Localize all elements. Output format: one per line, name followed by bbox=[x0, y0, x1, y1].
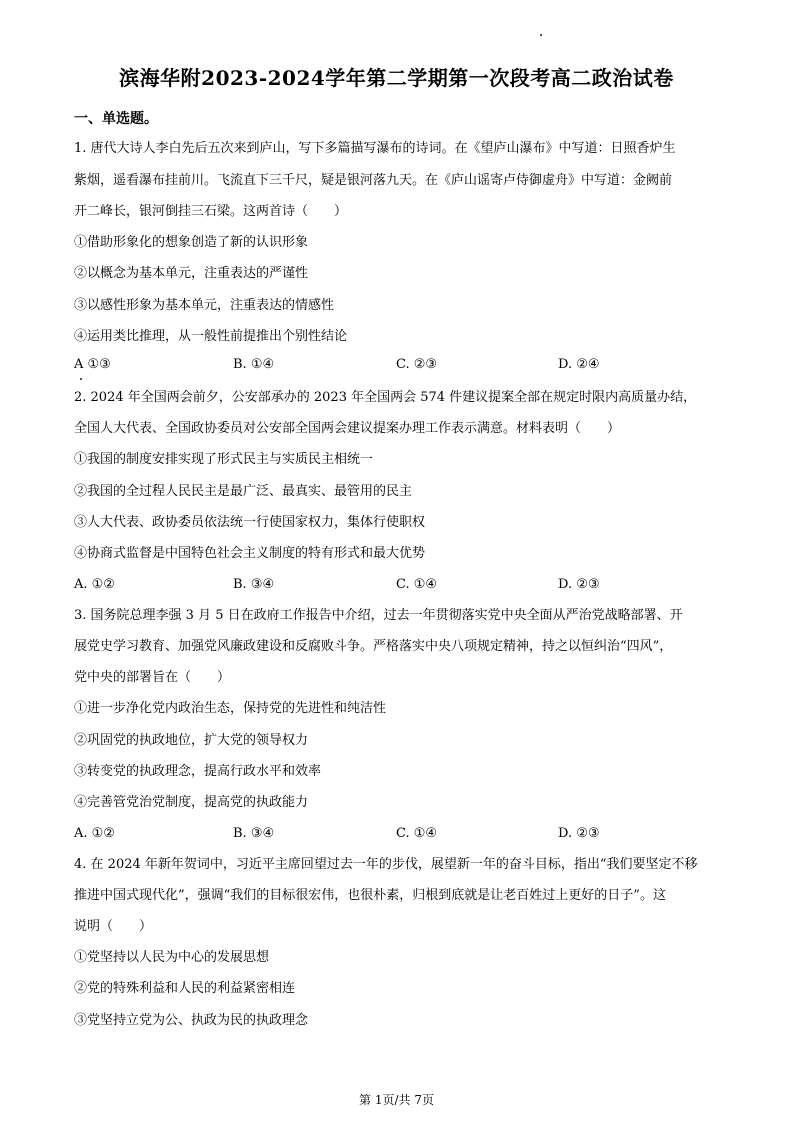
q2-item-1: ①我国的制度安排实现了形式民主与实质民主相统一 bbox=[74, 452, 374, 467]
q4-stem-line-1: 4. 在 2024 年新年贺词中，习近平主席回望过去一年的步伐，展望新一年的奋斗目标，指出“我们要坚定不移 bbox=[74, 857, 698, 872]
q1-stem-line-1: 1. 唐代大诗人李白先后五次来到庐山，写下多篇描写瀑布的诗词。在《望庐山瀑布》中写道：日照香炉生 bbox=[74, 141, 676, 156]
page-footer: 第 1页/共 7页 bbox=[359, 1093, 434, 1107]
q2-stem-line-2: 全国人大代表、全国政协委员对公安部全国两会建议提案办理工作表示满意。材料表明（ ） bbox=[74, 421, 621, 436]
q1-option-d: D. ②④ bbox=[558, 357, 600, 372]
q2-option-c: C. ①④ bbox=[396, 577, 438, 592]
q4-stem-line-2: 推进中国式现代化”，强调“我们的目标很宏伟，也很朴素，归根到底就是让老百姓过上更好的日子”。这 bbox=[74, 888, 666, 903]
q3-stem-line-3: 党中央的部署旨在（ ） bbox=[74, 670, 231, 685]
q3-option-b: B. ③④ bbox=[233, 826, 275, 841]
q4-item-1: ①党坚持以人民为中心的发展思想 bbox=[74, 950, 270, 965]
q4-stem-line-3: 说明（ ） bbox=[74, 919, 153, 934]
q1-item-3: ③以感性形象为基本单元，注重表达的情感性 bbox=[74, 298, 335, 313]
q1-option-c: C. ②③ bbox=[396, 357, 438, 372]
q1-item-2: ②以概念为基本单元，注重表达的严谨性 bbox=[74, 266, 309, 281]
q2-option-b: B. ③④ bbox=[233, 577, 275, 592]
q4-item-3: ③党坚持立党为公、执政为民的执政理念 bbox=[74, 1013, 309, 1028]
q2-option-a: A. ①② bbox=[74, 577, 115, 592]
q1-option-b: B. ①④ bbox=[233, 357, 275, 372]
q2-item-3: ③人大代表、政协委员依法统一行使国家权力，集体行使职权 bbox=[74, 515, 426, 530]
q3-stem-line-1: 3. 国务院总理李强 3 月 5 日在政府工作报告中介绍，过去一年贯彻落实党中央全面从严治党战略部署、开 bbox=[74, 608, 683, 623]
q1-item-4: ④运用类比推理，从一般性前提推出个别性结论 bbox=[74, 329, 348, 344]
q1-stem-line-3: 开二峰长，银河倒挂三石梁。这两首诗（ ） bbox=[74, 204, 348, 219]
scan-mark bbox=[80, 378, 82, 380]
q2-item-2: ②我国的全过程人民民主是最广泛、最真实、最管用的民主 bbox=[74, 484, 413, 499]
scan-mark bbox=[540, 34, 542, 36]
q1-stem-line-2: 紫烟，遥看瀑布挂前川。飞流直下三千尺，疑是银河落九天。在《庐山谣寄卢侍御虚舟》中写道：金阙前 bbox=[74, 173, 673, 188]
q1-item-1: ①借助形象化的想象创造了新的认识形象 bbox=[74, 235, 309, 250]
q3-item-2: ②巩固党的执政地位，扩大党的领导权力 bbox=[74, 733, 309, 748]
q3-item-1: ①进一步净化党内政治生态，保持党的先进性和纯洁性 bbox=[74, 701, 387, 716]
q3-option-a: A. ①② bbox=[74, 826, 115, 841]
q1-option-a: A ①③ bbox=[74, 357, 111, 372]
q3-item-4: ④完善管党治党制度，提高党的执政能力 bbox=[74, 795, 309, 810]
q3-option-d: D. ②③ bbox=[558, 826, 600, 841]
q3-item-3: ③转变党的执政理念，提高行政水平和效率 bbox=[74, 764, 322, 779]
q2-item-4: ④协商式监督是中国特色社会主义制度的特有形式和最大优势 bbox=[74, 546, 426, 561]
q3-stem-line-2: 展党史学习教育、加强党风廉政建设和反腐败斗争。严格落实中央八项规定精神，持之以恒纠治“四风”， bbox=[74, 639, 673, 654]
page-title: 滨海华附2023-2024学年第二学期第一次段考高二政治试卷 bbox=[119, 66, 674, 90]
q2-stem-line-1: 2. 2024 年全国两会前夕，公安部承办的 2023 年全国两会 574 件建议提案全部在规定时限内高质量办结， bbox=[74, 390, 697, 405]
section-heading: 一、单选题。 bbox=[74, 111, 158, 127]
q4-item-2: ②党的特殊利益和人民的利益紧密相连 bbox=[74, 981, 296, 996]
q3-option-c: C. ①④ bbox=[396, 826, 438, 841]
q2-option-d: D. ②③ bbox=[558, 577, 600, 592]
